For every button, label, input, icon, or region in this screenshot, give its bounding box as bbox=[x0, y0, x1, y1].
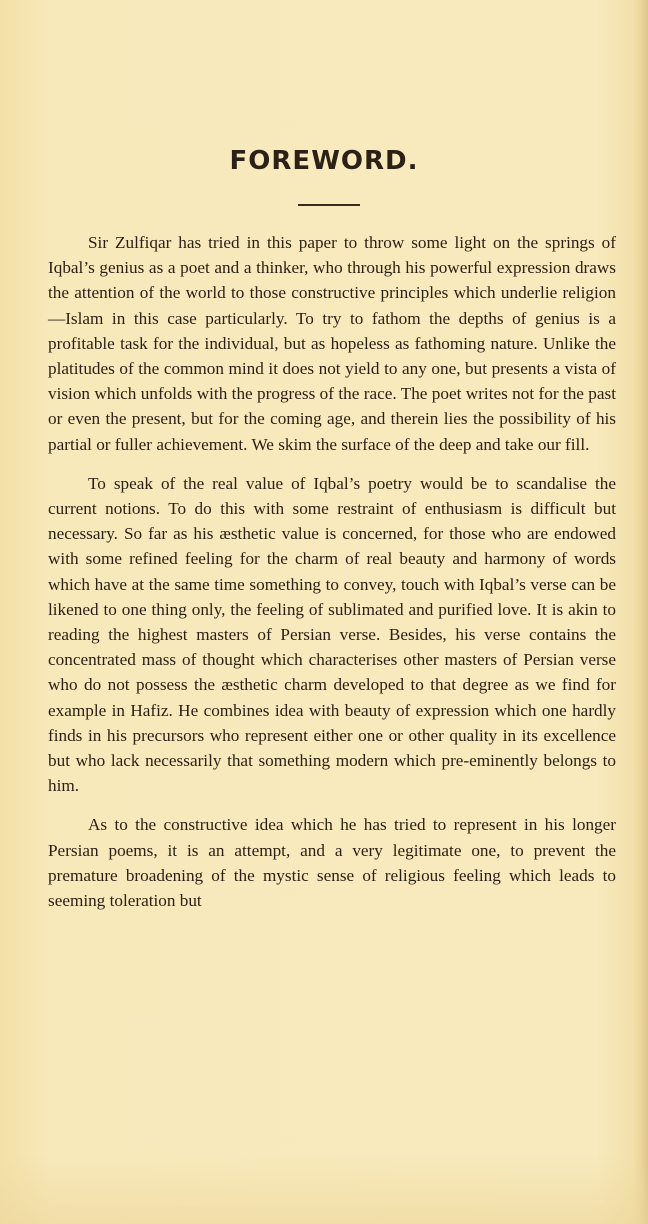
page-bottom-tone bbox=[0, 1154, 648, 1224]
paragraph-1: Sir Zulfiqar has tried in this paper to throw some light on the springs of Iqbal’s genius as a poet and a thinker, who through his powerful expression draws the attention of the world to those constructive principles which underlie religion—Islam in this case particularly. To try to fathom the depths of genius is a profitable task for the individual, but as hopeless as fathoming nature. Unlike the platitudes of the common mind it does not yield to any one, but presents a vista of vision which unfolds with the progress of the race. The poet writes not for the past or even the present, but for the coming age, and therein lies the possibility of his partial or fuller achievement. We skim the surface of the deep and take our fill. bbox=[48, 233, 616, 454]
paragraph-2: To speak of the real value of Iqbal’s poetry would be to scandalise the current notions. To do this with some restraint of enthusiasm is difficult but necessary. So far as his æsthetic value is concerned, for those who are endowed with some refined feeling for the charm of real beauty and harmony of words which have at the same time something to convey, touch with Iqbal’s verse can be likened to one thing only, the feeling of sublimated and purified love. It is akin to reading the highest masters of Persian verse. Besides, his verse contains the concentrated mass of thought which characterises other masters of Persian verse who do not possess the æsthetic charm developed to that degree as we find for example in Hafiz. He combines idea with beauty of expression which one hardly finds in his precursors who represent either one or other quality in its excellence but who lack necessarily that something modern which pre-eminently belongs to him. bbox=[48, 473, 616, 796]
page-edge-shadow bbox=[634, 0, 648, 1224]
foreword-body bbox=[48, 230, 616, 913]
page-title: FOREWORD. bbox=[229, 146, 419, 176]
paragraph-3: As to the constructive idea which he has tried to represent in his longer Persian poems, it is an attempt, and a very legitimate one, to prevent the premature broadening of the mystic sense of religious feeling which leads to seeming toleration but bbox=[48, 815, 616, 911]
title-underline-rule bbox=[298, 204, 360, 206]
